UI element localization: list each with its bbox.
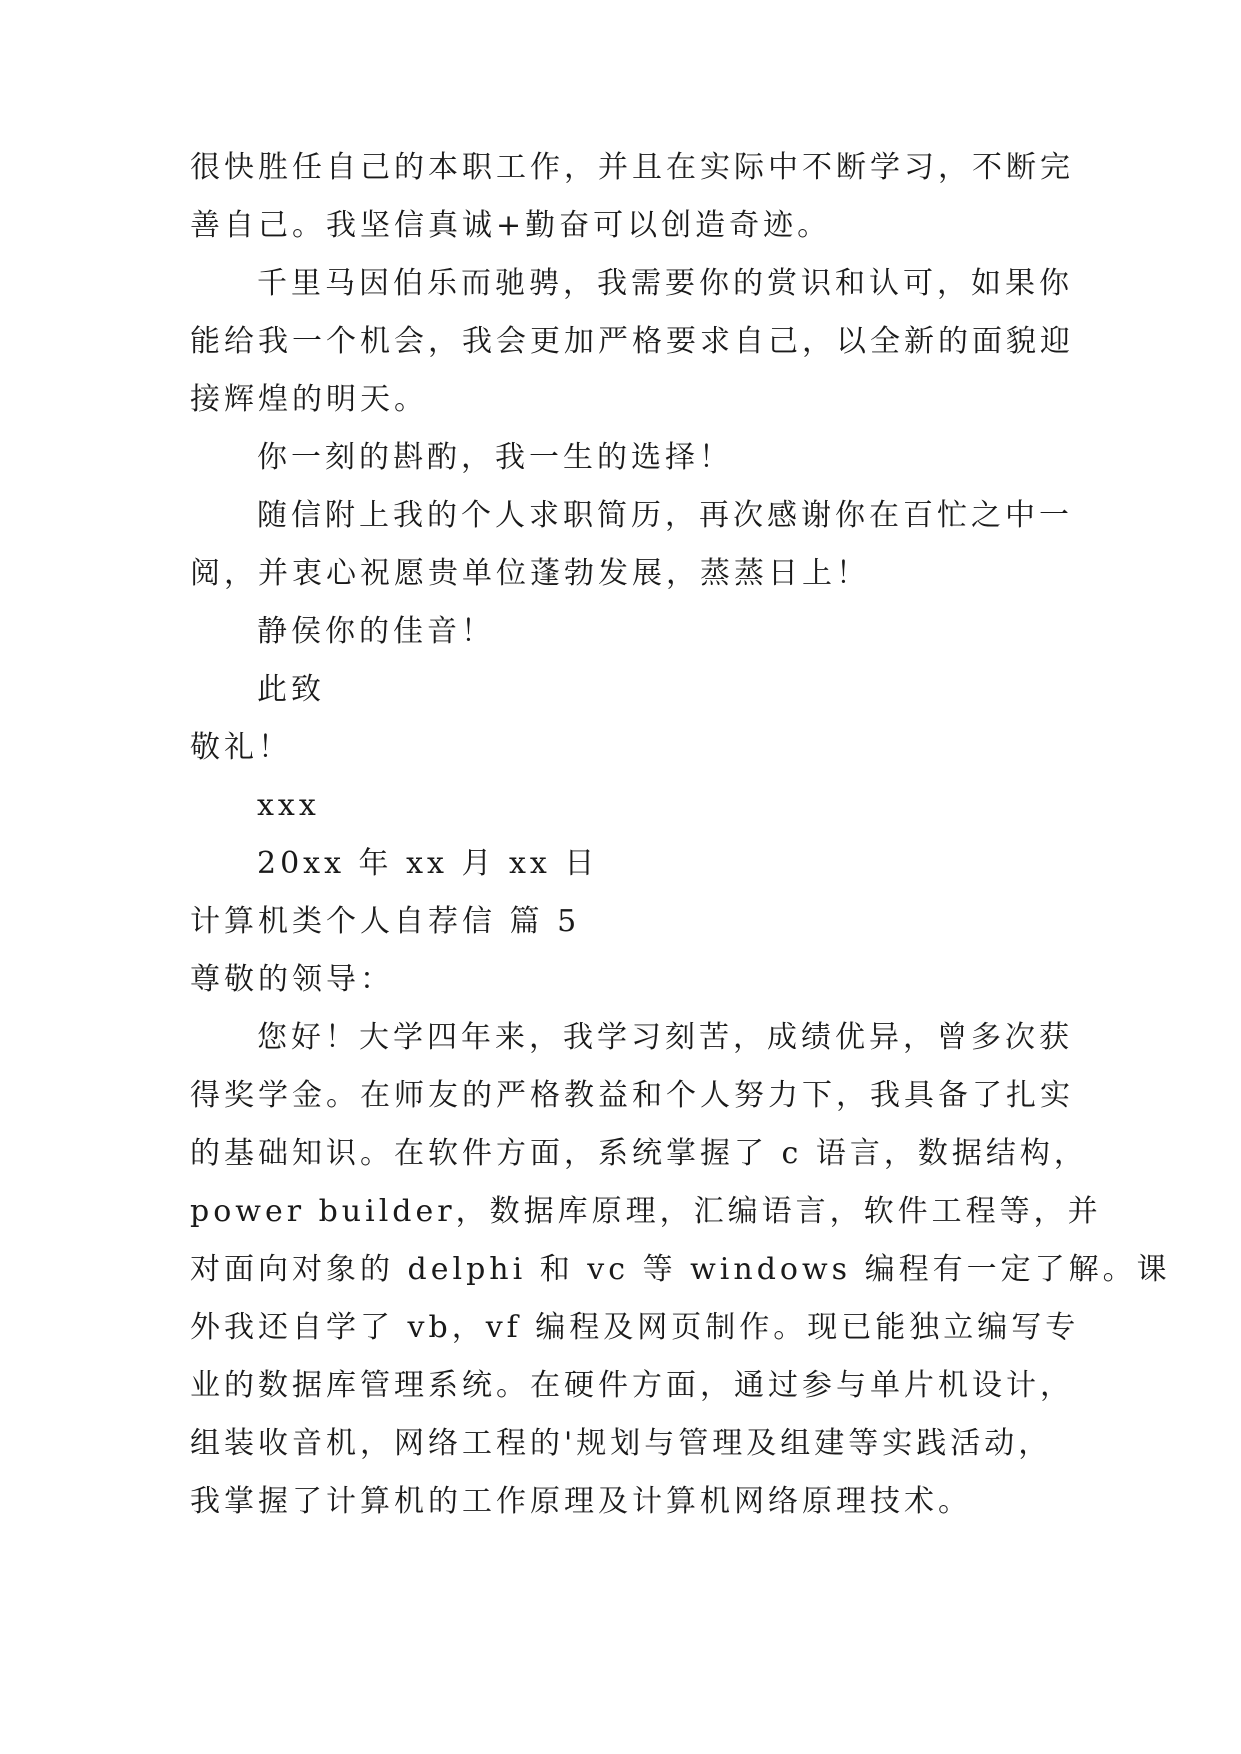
section-heading: 计算机类个人自荐信 篇 5 — [190, 904, 581, 939]
paragraph-line: 您好！大学四年来，我学习刻苦，成绩优异，曾多次获 — [257, 1020, 1073, 1055]
paragraph-line: 接辉煌的明天。 — [190, 382, 428, 417]
paragraph-line: 的基础知识。在软件方面，系统掌握了 c 语言，数据结构， — [190, 1136, 1088, 1171]
paragraph-line: 我掌握了计算机的工作原理及计算机网络原理技术。 — [190, 1484, 972, 1519]
paragraph-line: power builder，数据库原理，汇编语言，软件工程等，并 — [190, 1194, 1102, 1229]
closing-line: 静侯你的佳音！ — [257, 614, 495, 649]
paragraph-line: 很快胜任自己的本职工作，并且在实际中不断学习，不断完 — [190, 150, 1074, 185]
date-line: 20xx 年 xx 月 xx 日 — [257, 846, 599, 881]
salutation: 尊敬的领导： — [190, 962, 394, 997]
paragraph-line: 业的数据库管理系统。在硬件方面，通过参与单片机设计， — [190, 1368, 1074, 1403]
paragraph-line: 善自己。我坚信真诚+勤奋可以创造奇迹。 — [190, 208, 832, 243]
closing-line: 敬礼！ — [190, 730, 292, 765]
paragraph-line: 能给我一个机会，我会更加严格要求自己，以全新的面貌迎 — [190, 324, 1074, 359]
paragraph-line: 千里马因伯乐而驰骋，我需要你的赏识和认可，如果你 — [257, 266, 1073, 301]
paragraph-line: 对面向对象的 delphi 和 vc 等 windows 编程有一定了解。课 — [190, 1252, 1171, 1287]
paragraph-line: 外我还自学了 vb，vf 编程及网页制作。现已能独立编写专 — [190, 1310, 1080, 1345]
paragraph-line: 组装收音机，网络工程的'规划与管理及组建等实践活动， — [190, 1426, 1053, 1461]
closing-line: 此致 — [257, 672, 325, 707]
paragraph-line: 随信附上我的个人求职简历，再次感谢你在百忙之中一 — [257, 498, 1073, 533]
signature: xxx — [257, 788, 320, 823]
paragraph-line: 阅，并衷心祝愿贵单位蓬勃发展，蒸蒸日上！ — [190, 556, 870, 591]
paragraph-line: 你一刻的斟酌，我一生的选择！ — [257, 440, 733, 475]
paragraph-line: 得奖学金。在师友的严格教益和个人努力下，我具备了扎实 — [190, 1078, 1074, 1113]
